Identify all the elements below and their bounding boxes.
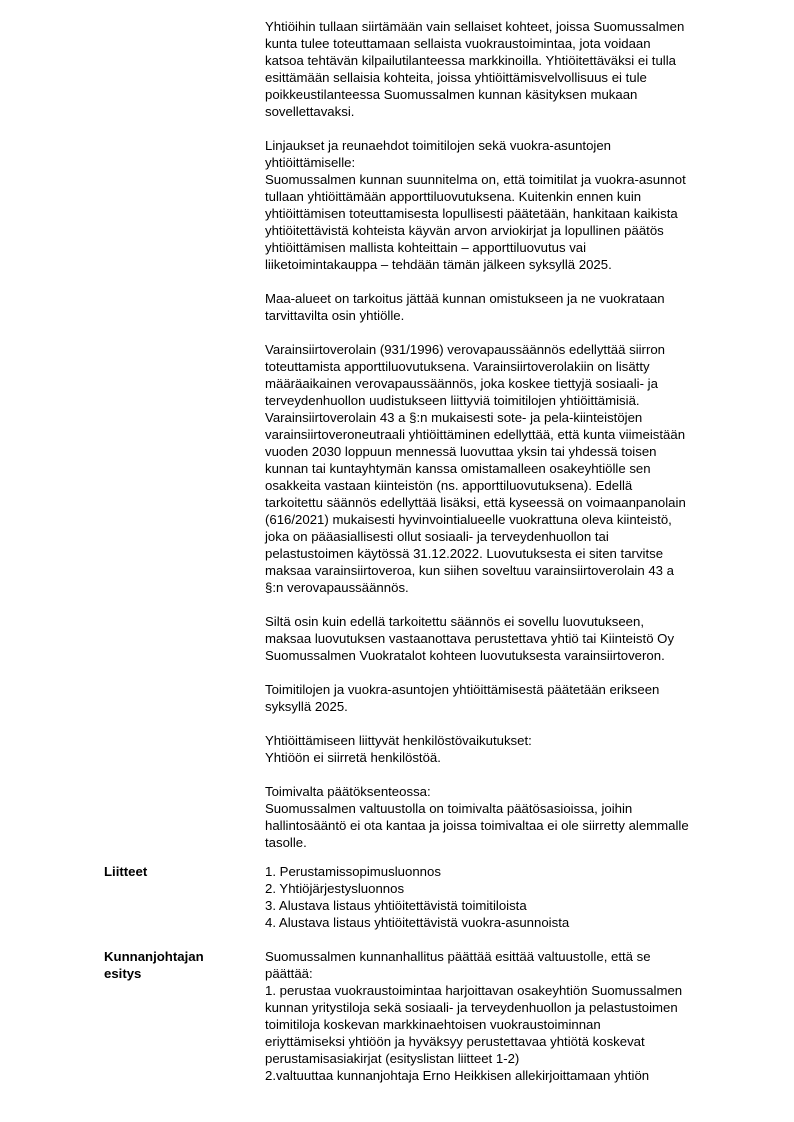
proposal-label-line: Kunnanjohtajan (104, 949, 204, 964)
text-line: sovellettavaksi. (265, 104, 355, 119)
text-line: syksyllä 2025. (265, 699, 348, 714)
text-line: Toimivalta päätöksenteossa: (265, 784, 431, 799)
attachments-list (265, 863, 743, 931)
paragraph-tax-payer (265, 613, 743, 664)
attachment-item: 4. Alustava listaus yhtiöitettävistä vuokra-asunnoista (265, 915, 570, 930)
text-line: tullaan yhtiöittämään apporttiluovutuksena. Kuitenkin ennen kuin (265, 189, 642, 204)
text-line: Linjaukset ja reunaehdot toimitilojen sekä vuokra-asuntojen (265, 138, 612, 153)
attachments-section (0, 863, 794, 931)
text-line: Yhtiöittämiseen liittyvät henkilöstövaikutukset: (265, 733, 532, 748)
proposal-label (104, 948, 254, 982)
paragraph-transfer-tax (265, 341, 743, 596)
text-line: kunta tulee toteuttamaan sellaista vuokraustoimintaa, jota voidaan (265, 36, 651, 51)
text-line: joka on pääasiallisesti ollut sosiaali- ja terveydenhuollon tai (265, 529, 609, 544)
paragraph-staff-impact (265, 732, 743, 766)
text-line: 2.valtuuttaa kunnanjohtaja Erno Heikkisen allekirjoittamaan yhtiön (265, 1068, 650, 1083)
attachment-item: 2. Yhtiöjärjestysluonnos (265, 881, 405, 896)
text-line: tasolle. (265, 835, 307, 850)
text-line: terveydenhuollon uudistukseen liittyviä toimitilojen yhtiöittämisiä. (265, 393, 640, 408)
text-line: Varainsiirtoverolain 43 a §:n mukaisesti sote- ja pela-kiinteistöjen (265, 410, 643, 425)
text-line: Siltä osin kuin edellä tarkoitettu säännös ei sovellu luovutukseen, (265, 614, 645, 629)
text-line: toimitiloja koskevan markkinaehtoisen vuokraustoiminnan (265, 1017, 601, 1032)
text-line: Suomussalmen Vuokratalot kohteen luovutuksesta varainsiirtoveron. (265, 648, 665, 663)
paragraph-transfer-scope (265, 18, 743, 120)
text-line: pelastustoimen käytössä 31.12.2022. Luovutuksesta ei siten tarvitse (265, 546, 664, 561)
text-line: osakkeita vastaan kiinteistön (ns. apporttiluovutuksena). Edellä (265, 478, 633, 493)
paragraph-decision-timing (265, 681, 743, 715)
text-line: hallintosääntö ei ota kantaa ja joissa toimivaltaa ei ole siirretty alemmalle (265, 818, 689, 833)
text-line: Yhtiöihin tullaan siirtämään vain sellaiset kohteet, joissa Suomussalmen (265, 19, 685, 34)
text-line: maksaa luovutuksen vastaanottava perustettava yhtiö tai Kiinteistö Oy (265, 631, 675, 646)
paragraph-guidelines (265, 137, 743, 273)
proposal-text (265, 948, 743, 1084)
text-line: 1. perustaa vuokraustoimintaa harjoittavan osakeyhtiön Suomussalmen (265, 983, 683, 998)
text-line: Maa-alueet on tarkoitus jättää kunnan omistukseen ja ne vuokrataan (265, 291, 665, 306)
text-line: §:n verovapaussäännös. (265, 580, 409, 595)
proposal-label-line: esitys (104, 966, 142, 981)
paragraph-land-areas (265, 290, 743, 324)
attachments-label: Liitteet (104, 864, 148, 879)
paragraph-authority (265, 783, 743, 851)
text-line: poikkeustilanteessa Suomussalmen kunnan käsityksen mukaan (265, 87, 638, 102)
text-line: kunnan yritystiloja sekä sosiaali- ja terveydenhuollon ja pelastustoimen (265, 1000, 678, 1015)
text-line: varainsiirtoveroneutraali yhtiöittäminen edellyttää, että kunta viimeistään (265, 427, 686, 442)
text-line: yhtiöittämisen toteuttamisesta lopullisesti päätetään, hankitaan kaikista (265, 206, 678, 221)
proposal-section (0, 948, 794, 1088)
attachment-item: 3. Alustava listaus yhtiöitettävistä toimitiloista (265, 898, 527, 913)
text-line: tarkoitettu säännös edellyttää lisäksi, että kyseessä on voimaanpanolain (265, 495, 686, 510)
text-line: (616/2021) mukaisesti hyvinvointialueelle vuokrattuna oleva kiinteistö, (265, 512, 672, 527)
text-line: vuoden 2030 loppuun mennessä luovuttaa yksin tai yhdessä toisen (265, 444, 657, 459)
text-line: määräaikainen verovapaussäännös, joka koskee tiettyjä sosiaali- ja (265, 376, 658, 391)
text-line: katsoa tehtävän kilpailutilanteessa markkinoilla. Yhtiöitettäväksi ei tulla (265, 53, 676, 68)
text-line: yhtiöittämiselle: (265, 155, 356, 170)
text-line: liiketoimintakauppa – tehdään tämän jälkeen syksyllä 2025. (265, 257, 612, 272)
attachment-item: 1. Perustamissopimusluonnos (265, 864, 441, 879)
text-line: Suomussalmen kunnan suunnitelma on, että toimitilat ja vuokra-asunnot (265, 172, 686, 187)
text-line: eriyttämiseksi yhtiöön ja hyväksyy perustettavaa yhtiötä koskevat (265, 1034, 645, 1049)
text-line: kunnan tai kuntayhtymän kanssa omistamalleen osakeyhtiölle sen (265, 461, 651, 476)
text-line: perustamisasiakirjat (esityslistan liitteet 1-2) (265, 1051, 520, 1066)
text-line: yhtiöitettävistä kohteista käyvän arvon arviokirjat ja lopullinen päätös (265, 223, 664, 238)
body-text (265, 18, 743, 868)
text-line: Suomussalmen kunnanhallitus päättää esittää valtuustolle, että se (265, 949, 651, 964)
text-line: tarvittavilta osin yhtiölle. (265, 308, 405, 323)
text-line: Suomussalmen valtuustolla on toimivalta päätösasioissa, joihin (265, 801, 633, 816)
text-line: toteuttamista apporttiluovutuksena. Varainsiirtoverolakiin on lisätty (265, 359, 650, 374)
text-line: yhtiöittämisen mallista kohteittain – apporttiluovutus vai (265, 240, 587, 255)
text-line: esittämään sellaisia kohteita, joissa yhtiöittämisvelvollisuus ei tule (265, 70, 647, 85)
text-line: Toimitilojen ja vuokra-asuntojen yhtiöittämisestä päätetään erikseen (265, 682, 660, 697)
text-line: päättää: (265, 966, 313, 981)
text-line: maksaa varainsiirtoveroa, kun siihen soveltuu varainsiirtoverolain 43 a (265, 563, 675, 578)
text-line: Varainsiirtoverolain (931/1996) verovapaussäännös edellyttää siirron (265, 342, 666, 357)
text-line: Yhtiöön ei siirretä henkilöstöä. (265, 750, 441, 765)
